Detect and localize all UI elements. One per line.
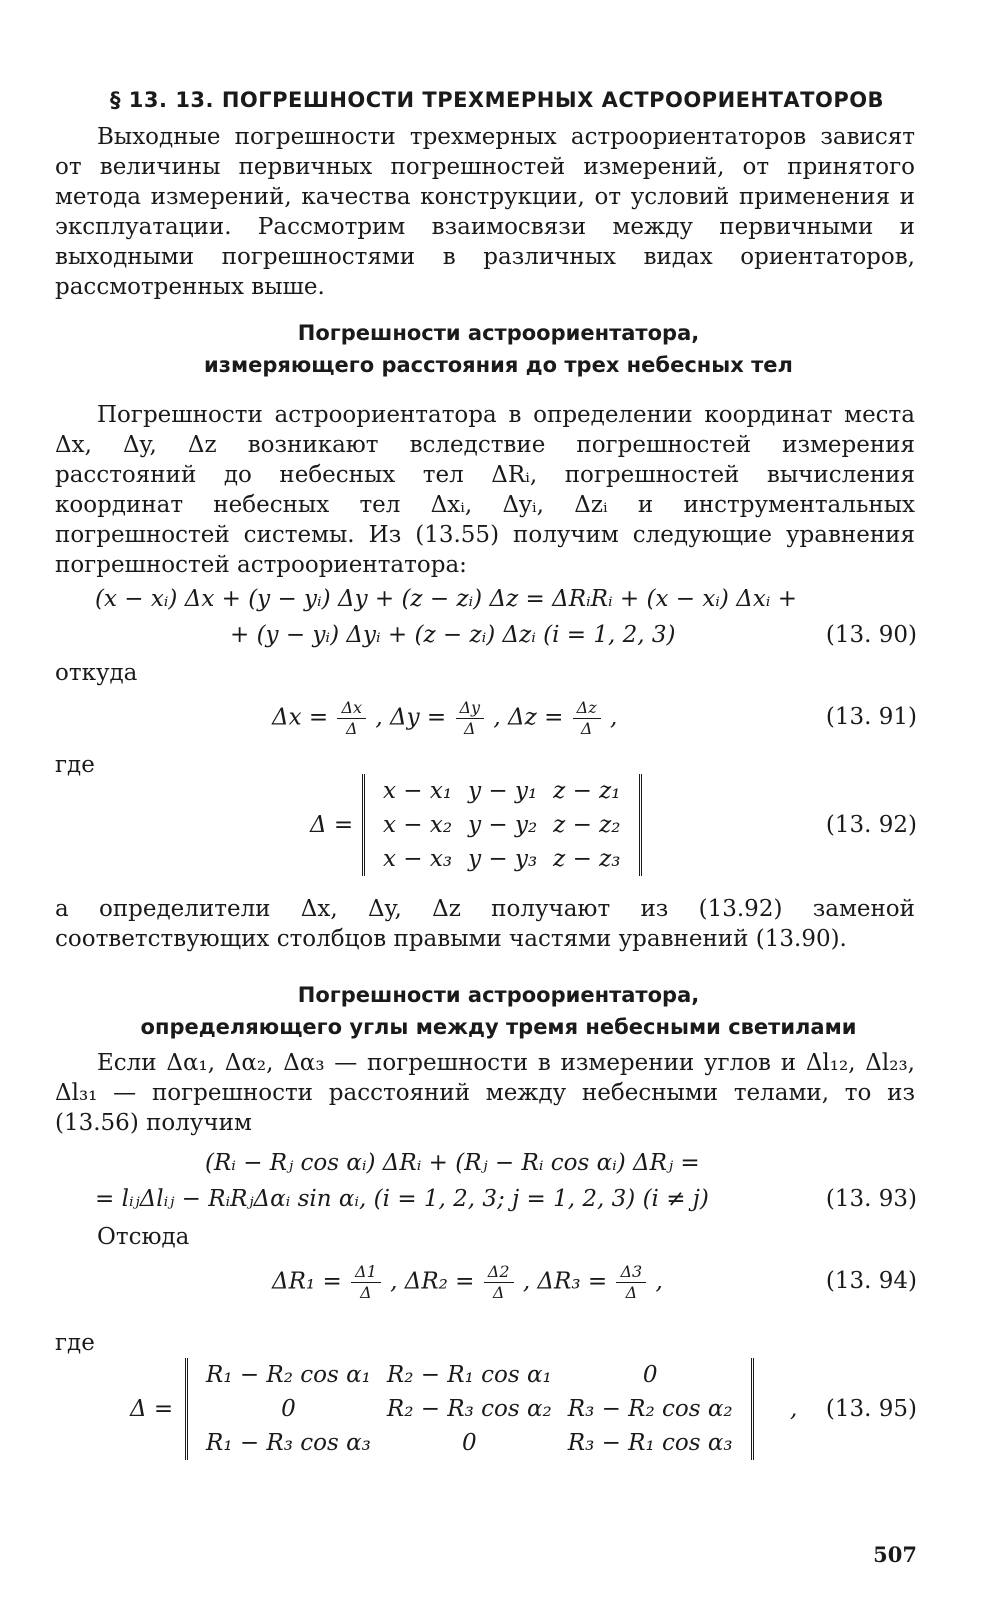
eq91-x-frac [337, 698, 366, 739]
word-otkuda: откуда [55, 660, 138, 686]
eq92-cell: y − y₁ [468, 778, 538, 804]
eq92-row [375, 842, 629, 876]
eq94-1-lhs: ΔR₁ = [272, 1268, 342, 1295]
subsection2-text: Если Δα₁, Δα₂, Δα₃ — погрешности в измерении углов и Δl₁₂, Δl₂₃, Δl₃₁ — погрешности расстояний между небесными телами, то из (13.56) получим [55, 1050, 915, 1136]
eq95-number: (13. 95) [825, 1396, 917, 1422]
intro-text: Выходные погрешности трехмерных астроориентаторов зависят от величины первичных погрешностей измерений, от принятого метода измерений, качества конструкции, от условий применения и эксплуатации. Рассмотрим взаимосвязи между первичными и выходными погрешностями в различных видах ориентаторов, рассмотренных выше. [55, 124, 915, 300]
eq93-line2: = lᵢⱼΔlᵢⱼ − RᵢRⱼΔαᵢ sin αᵢ, (i = 1, 2, 3; j = 1, 2, 3) (i ≠ j) [95, 1186, 709, 1212]
eq90-number: (13. 90) [825, 622, 917, 648]
eq95-cell: 0 [461, 1430, 477, 1456]
eq94-2-den: Δ [492, 1283, 505, 1302]
eq94-3-lhs: , ΔR₃ = [522, 1268, 608, 1295]
eq90-line1: (x − xᵢ) Δx + (y − yᵢ) Δy + (z − zᵢ) Δz = ΔRᵢRᵢ + (x − xᵢ) Δxᵢ + [95, 586, 797, 612]
word-gde-2: где [55, 1330, 95, 1356]
eq91-x-lhs: Δx = [272, 704, 329, 731]
eq95-cell: R₁ − R₂ cos α₁ [206, 1362, 371, 1388]
eq95-row [198, 1426, 741, 1460]
eq91-z-den: Δ [580, 719, 593, 738]
eq94-1-num: Δ1 [351, 1262, 381, 1283]
eq95-cell: R₃ − R₁ cos α₃ [567, 1430, 733, 1456]
eq91-y-lhs: , Δy = [375, 704, 447, 731]
eq91-end: , [609, 704, 618, 731]
subsection1-paragraph [55, 400, 915, 580]
subsection2-paragraph [55, 1048, 915, 1138]
eq92-number: (13. 92) [825, 812, 917, 838]
eq94-3-frac [616, 1262, 646, 1303]
eq95-cell: R₂ − R₁ cos α₁ [386, 1362, 552, 1388]
eq92-cell: x − x₁ [383, 778, 453, 804]
eq94-2-num: Δ2 [484, 1262, 514, 1283]
eq92-cell: z − z₁ [553, 778, 621, 804]
subsection1-title-line2: измеряющего расстояния до трех небесных тел [204, 353, 793, 377]
eq90-line2: + (y − yᵢ) Δyᵢ + (z − zᵢ) Δzᵢ (i = 1, 2, 3) [230, 622, 676, 648]
eq91-y-num: Δy [456, 698, 485, 719]
eq91-x-den: Δ [345, 719, 358, 738]
eq91 [272, 698, 617, 739]
eq95-cell: 0 [281, 1396, 296, 1422]
eq94-end: , [655, 1268, 663, 1295]
subsection2-title-line2: определяющего углы между тремя небесными светилами [140, 1015, 857, 1039]
eq95-matrix [198, 1358, 741, 1460]
eq95-determinant [185, 1358, 754, 1460]
eq91-x-num: Δx [337, 698, 366, 719]
eq92-cell: x − x₂ [383, 812, 453, 838]
eq95-cell: R₁ − R₃ cos α₃ [206, 1430, 371, 1456]
eq92-cell: z − z₃ [553, 846, 621, 872]
eq92-cell: z − z₂ [553, 812, 621, 838]
intro-paragraph [55, 122, 915, 302]
eq94 [272, 1262, 663, 1303]
eq92-cell: y − y₂ [468, 812, 538, 838]
eq92-cell: y − y₃ [468, 846, 538, 872]
eq94-number: (13. 94) [825, 1268, 917, 1294]
eq92-row [375, 808, 629, 842]
subsection1-title-line1: Погрешности астроориентатора, [297, 321, 700, 345]
eq91-y-den: Δ [464, 719, 476, 738]
word-gde-1: где [55, 752, 95, 778]
eq95-end: , [790, 1396, 798, 1422]
after-eq92-paragraph [55, 894, 915, 954]
eq93-number: (13. 93) [825, 1186, 917, 1212]
eq92-row [375, 774, 629, 808]
eq91-z-lhs: , Δz = [493, 704, 564, 731]
page-number: 507 [873, 1542, 917, 1567]
eq94-2-lhs: , ΔR₂ = [390, 1268, 475, 1295]
eq94-3-num: Δ3 [616, 1262, 646, 1283]
eq94-1-den: Δ [360, 1283, 372, 1302]
subsection1-text: Погрешности астроориентатора в определении координат места Δx, Δy, Δz возникают вследствие погрешностей измерения расстояний до небесных тел ΔRᵢ, погрешностей вычисления координат небесных тел Δxᵢ, Δyᵢ, Δzᵢ и инструментальных погрешностей системы. Из (13.55) получим следующие уравнения погрешностей астроориентатора: [55, 402, 915, 578]
eq91-z-num: Δz [573, 698, 601, 719]
eq95-row [198, 1358, 741, 1392]
eq91-number: (13. 91) [825, 704, 917, 730]
eq93-line1: (Rᵢ − Rⱼ cos αᵢ) ΔRᵢ + (Rⱼ − Rᵢ cos αᵢ) ΔRⱼ = [205, 1150, 700, 1176]
eq94-1-frac [351, 1262, 381, 1303]
section-title: § 13. 13. ПОГРЕШНОСТИ ТРЕХМЕРНЫХ АСТРООРИЕНТАТОРОВ [110, 88, 885, 112]
eq95-row [198, 1392, 741, 1426]
eq95-cell: R₃ − R₂ cos α₂ [567, 1396, 733, 1422]
eq92-matrix [375, 774, 629, 876]
eq91-y-frac [456, 698, 485, 739]
eq95-cell: R₂ − R₃ cos α₂ [386, 1396, 552, 1422]
eq92-lhs: Δ = [310, 812, 354, 838]
word-otsyuda: Отсюда [97, 1224, 190, 1250]
eq92-determinant [362, 774, 642, 876]
eq91-z-frac [573, 698, 601, 739]
after-eq92-text: а определители Δx, Δy, Δz получают из (13.92) заменой соответствующих столбцов правыми частями уравнений (13.90). [55, 896, 915, 952]
eq94-3-den: Δ [625, 1283, 638, 1302]
subsection2-title-line1: Погрешности астроориентатора, [297, 983, 700, 1007]
eq95-cell: 0 [642, 1362, 658, 1388]
eq95-lhs: Δ = [130, 1396, 174, 1422]
eq92-cell: x − x₃ [383, 846, 453, 872]
eq94-2-frac [484, 1262, 514, 1303]
